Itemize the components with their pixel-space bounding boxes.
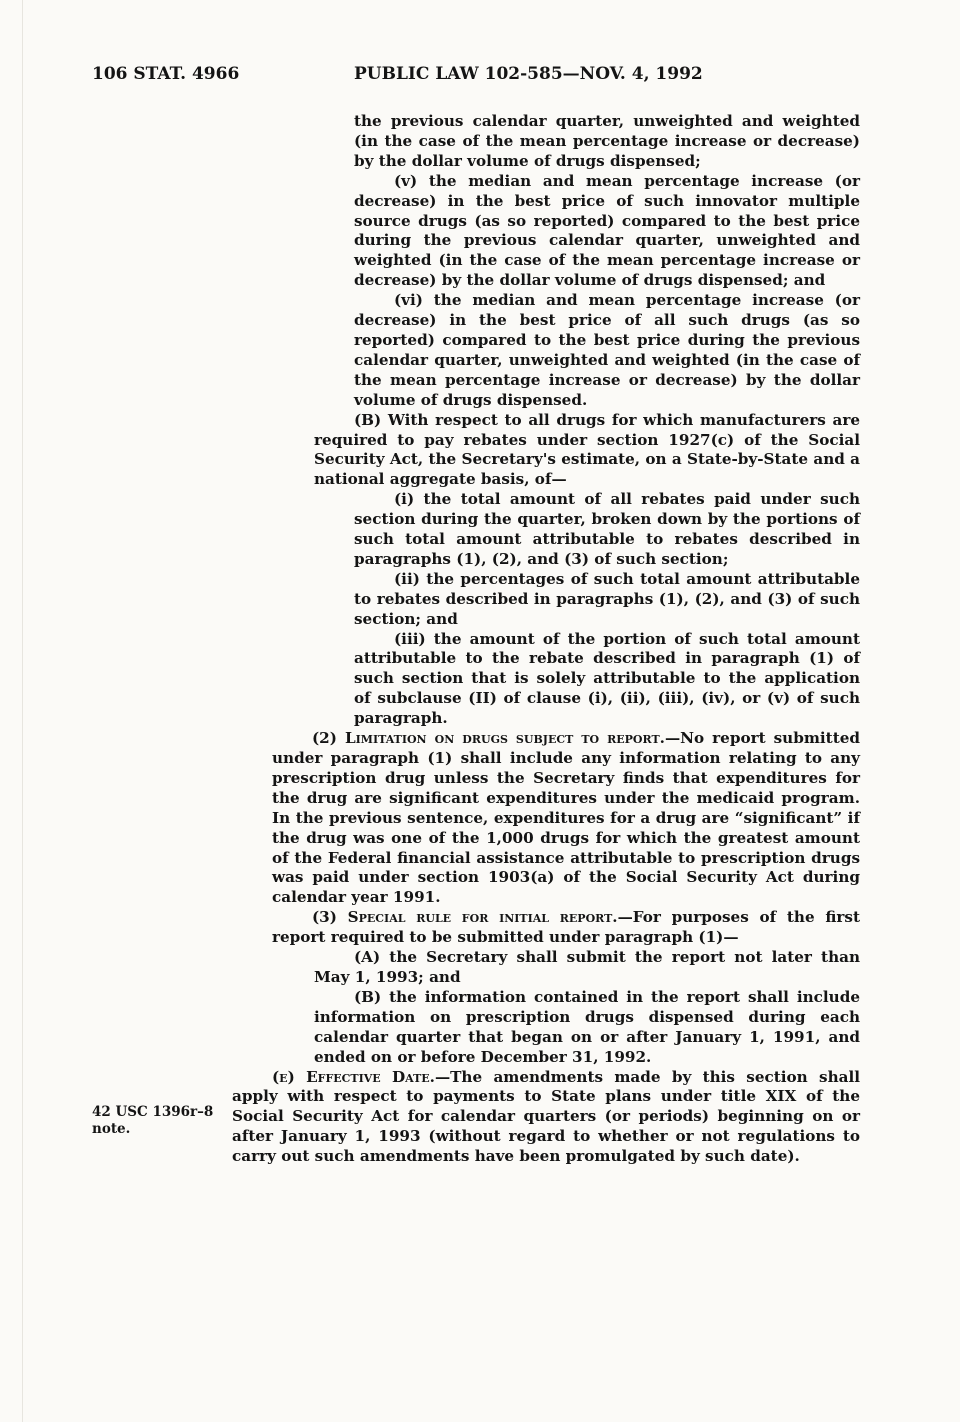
body-text	[232, 112, 860, 1167]
paragraph-clause-v: (v) the median and mean percentage increase (or decrease) in the best price of such innovator multiple source drugs (as so reported) compared to the best price during the previous calendar quarter, unweighted and weighted (in the case of the mean percentage increase or decrease) by the dollar volume of drugs dispensed; and	[354, 171, 860, 290]
paragraph-special-rule	[272, 908, 860, 948]
limitation-heading: (2) Limitation on drugs subject to report.	[312, 729, 665, 748]
paragraph-clause-vi: (vi) the median and mean percentage increase (or decrease) in the best price of all such drugs (as so reported) compared to the best price during the previous calendar quarter, unweighted and weighted (in the case of the mean percentage increase or decrease) by the dollar volume of drugs dispensed.	[354, 291, 860, 409]
effective-date-body: —The amendments made by this section shall apply with respect to payments to State plans under title XIX of the Social Security Act for calendar quarters (or periods) beginning on or after January 1, 1993 (without regard to whether or not regulations to carry out such amendments have been promulgated by such date).	[232, 1067, 860, 1166]
effective-date-heading: (e) Effective Date.	[272, 1067, 435, 1086]
limitation-body: —No report submitted under paragraph (1) shall include any information relating to any prescription drug unless the Secretary finds that expenditures for the drug are significant expenditures under the medicaid program. In the previous sentence, expenditures for a drug are “significant” if the drug was one of the 1,000 drugs for which the greatest amount of the Federal financial assistance attributable to prescription drugs was paid under section 1903(a) of the Social Security Act during calendar year 1991.	[272, 729, 860, 907]
paragraph-clause-ii: (ii) the percentages of such total amount attributable to rebates described in paragraphs (1), (2), and (3) of such section; and	[354, 569, 860, 628]
paragraph-clause-i: (i) the total amount of all rebates paid under such section during the quarter, broken down by the portions of such total amount attributable to rebates described in paragraphs (1), (2), and (3) of such section;	[354, 490, 860, 568]
margin-note-label: note.	[92, 1121, 131, 1137]
special-rule-body: —For purposes of the first report required to be submitted under paragraph (1)—	[272, 908, 860, 947]
paragraph-clause-iii: (iii) the amount of the portion of such total amount attributable to the rebate described in paragraph (1) of such section that is solely attributable to the application of subclause (II) of clause (i), (ii), (iii), (iv), or (v) of such paragraph.	[354, 629, 860, 728]
paragraph-continuation: the previous calendar quarter, unweighted and weighted (in the case of the mean percentage increase or decrease) by the dollar volume of drugs dispensed;	[354, 112, 860, 170]
paragraph-effective-date	[232, 1068, 860, 1168]
page-header	[92, 64, 868, 88]
special-rule-heading: (3) Special rule for initial report.	[312, 908, 618, 927]
margin-note-citation: 42 USC 1396r–8	[92, 1104, 214, 1120]
paragraph-limitation	[272, 729, 860, 908]
stat-page-number: 106 STAT. 4966	[92, 64, 240, 84]
paragraph-subparagraph-b: (B) With respect to all drugs for which manufacturers are required to pay rebates under section 1927(c) of the Social Security Act, the Secretary's estimate, on a State-by-State and a national aggregate basis, of—	[314, 410, 860, 489]
scan-edge-line	[22, 0, 23, 1422]
margin-note	[92, 1104, 222, 1138]
public-law-title: PUBLIC LAW 102-585—NOV. 4, 1992	[354, 64, 703, 84]
paragraph-subparagraph-a: (A) the Secretary shall submit the report not later than May 1, 1993; and	[314, 948, 860, 986]
paragraph-subparagraph-b2: (B) the information contained in the report shall include information on prescription drugs dispensed during each calendar quarter that began on or after January 1, 1991, and ended on or before December 31, 1992.	[314, 987, 860, 1066]
